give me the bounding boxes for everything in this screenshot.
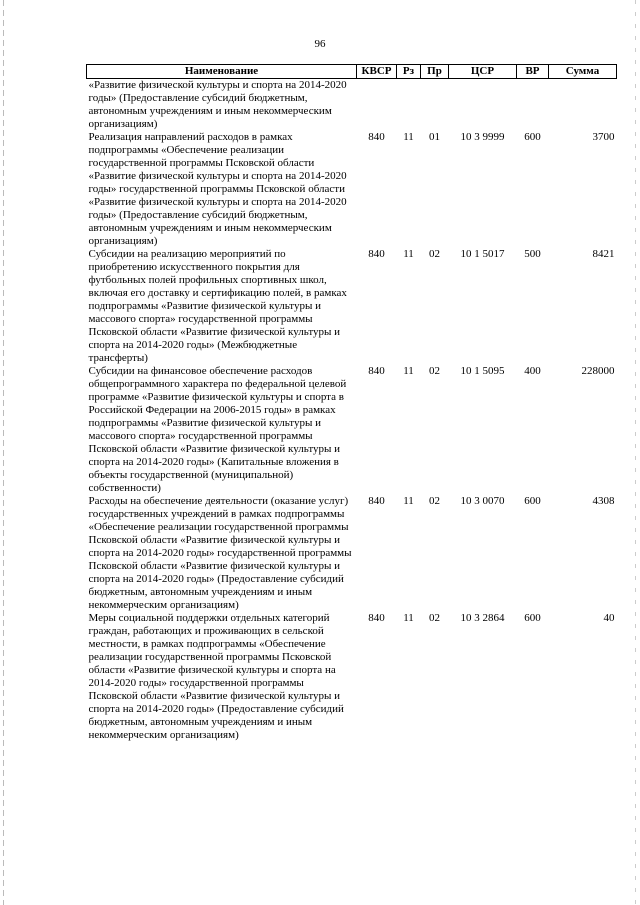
row-pr: 02: [429, 365, 440, 377]
row-sum: 8421: [592, 248, 615, 260]
row-pr: 02: [429, 612, 440, 624]
header-kvsr: КВСР: [357, 65, 397, 79]
row-vr: 600: [524, 131, 541, 143]
row-csr: 10 1 5017: [460, 248, 505, 260]
row-pr: [421, 79, 449, 132]
header-rz: Рз: [397, 65, 421, 79]
row-kvsr: 840: [368, 365, 385, 377]
row-name: Реализация направлений расходов в рамках подпрограммы «Обеспечение реализации государственной программы Псковской области «Развитие физической культуры и спорта на 2014-2020 годы» государственной программы Псковской области «Развитие физической культуры и спорта на 2014-2020 годы» (Предоставление субсидий бюджетным, автономным учреждениям и иным некоммерческим организациям): [88, 131, 347, 247]
row-kvsr: 840: [368, 131, 385, 143]
row-name: Субсидии на реализацию мероприятий по приобретению искусственного покрытия для футбольных полей профильных спортивных школ, включая его доставку и сертификацию полей, в рамках подпрограммы «Развитие физической культуры и массового спорта» государственной программы Псковской области «Развитие физической культуры и спорта на 2014-2020 годы» (Межбюджетные трансферты): [88, 248, 347, 364]
row-vr: 400: [524, 365, 541, 377]
row-sum: 3700: [592, 131, 615, 143]
page-number: 96: [314, 38, 326, 50]
row-rz: 11: [403, 131, 414, 143]
row-rz: [397, 79, 421, 132]
row-rz: 11: [403, 495, 414, 507]
row-vr: 600: [524, 612, 541, 624]
row-pr: 01: [429, 131, 440, 143]
row-name: Меры социальной поддержки отдельных категорий граждан, работающих и проживающих в сельской местности, в рамках подпрограммы «Обеспечение реализации государственной программы Псковской области «Развитие физической культуры и спорта на 2014-2020 годы» государственной программы Псковской области «Развитие физической культуры и спорта на 2014-2020 годы» (Предоставление субсидий бюджетным, автономным учреждениям и иным некоммерческим организациям): [88, 612, 344, 741]
table-row: [87, 365, 617, 495]
table-row: [87, 79, 617, 132]
row-kvsr: 840: [368, 248, 385, 260]
row-name: Субсидии на финансовое обеспечение расходов общепрограммного характера по федеральной целевой программе «Развитие физической культуры и спорта в Российской Федерации на 2006-2015 годы» в рамках подпрограммы «Развитие физической культуры и массового спорта» государственной программы Псковской области «Развитие физической культуры и спорта на 2014-2020 годы» (Капитальные вложения в объекты государственной (муниципальной) собственности): [88, 365, 347, 494]
row-sum: [549, 79, 617, 132]
row-vr: [517, 79, 549, 132]
row-csr: [449, 79, 517, 132]
row-kvsr: [357, 79, 397, 132]
header-vr: ВР: [517, 65, 549, 79]
row-csr: 10 3 0070: [460, 495, 505, 507]
row-rz: 11: [403, 365, 414, 377]
header-pr: Пр: [421, 65, 449, 79]
header-name: Наименование: [87, 65, 357, 79]
table-row: [87, 131, 617, 248]
scan-edge-left: [3, 0, 4, 905]
row-kvsr: 840: [368, 495, 385, 507]
row-rz: 11: [403, 612, 414, 624]
row-sum: 228000: [581, 365, 615, 377]
row-csr: 10 3 9999: [460, 131, 505, 143]
table-row: [87, 248, 617, 365]
row-name: «Развитие физической культуры и спорта на 2014-2020 годы» (Предоставление субсидий бюджетным, автономным учреждениям и иным некоммерческим организациям): [88, 79, 347, 130]
row-kvsr: 840: [368, 612, 385, 624]
row-csr: 10 3 2864: [460, 612, 505, 624]
header-csr: ЦСР: [449, 65, 517, 79]
table-header-row: [87, 65, 617, 79]
row-vr: 600: [524, 495, 541, 507]
budget-table: [86, 64, 617, 742]
scan-edge-right: [635, 0, 636, 905]
row-pr: 02: [429, 248, 440, 260]
row-rz: 11: [403, 248, 414, 260]
row-csr: 10 1 5095: [460, 365, 505, 377]
row-pr: 02: [429, 495, 440, 507]
row-sum: 40: [603, 612, 615, 624]
row-name: Расходы на обеспечение деятельности (оказание услуг) государственных учреждений в рамках подпрограммы «Обеспечение реализации государственной программы Псковской области «Развитие физической культуры и спорта на 2014-2020 годы» государственной программы Псковской области «Развитие физической культуры и спорта на 2014-2020 годы» (Предоставление субсидий бюджетным, автономным учреждениям и иным некоммерческим организациям): [88, 495, 352, 611]
header-sum: Сумма: [549, 65, 617, 79]
table-row: [87, 495, 617, 612]
row-vr: 500: [524, 248, 541, 260]
row-sum: 4308: [592, 495, 615, 507]
table-row: [87, 612, 617, 742]
